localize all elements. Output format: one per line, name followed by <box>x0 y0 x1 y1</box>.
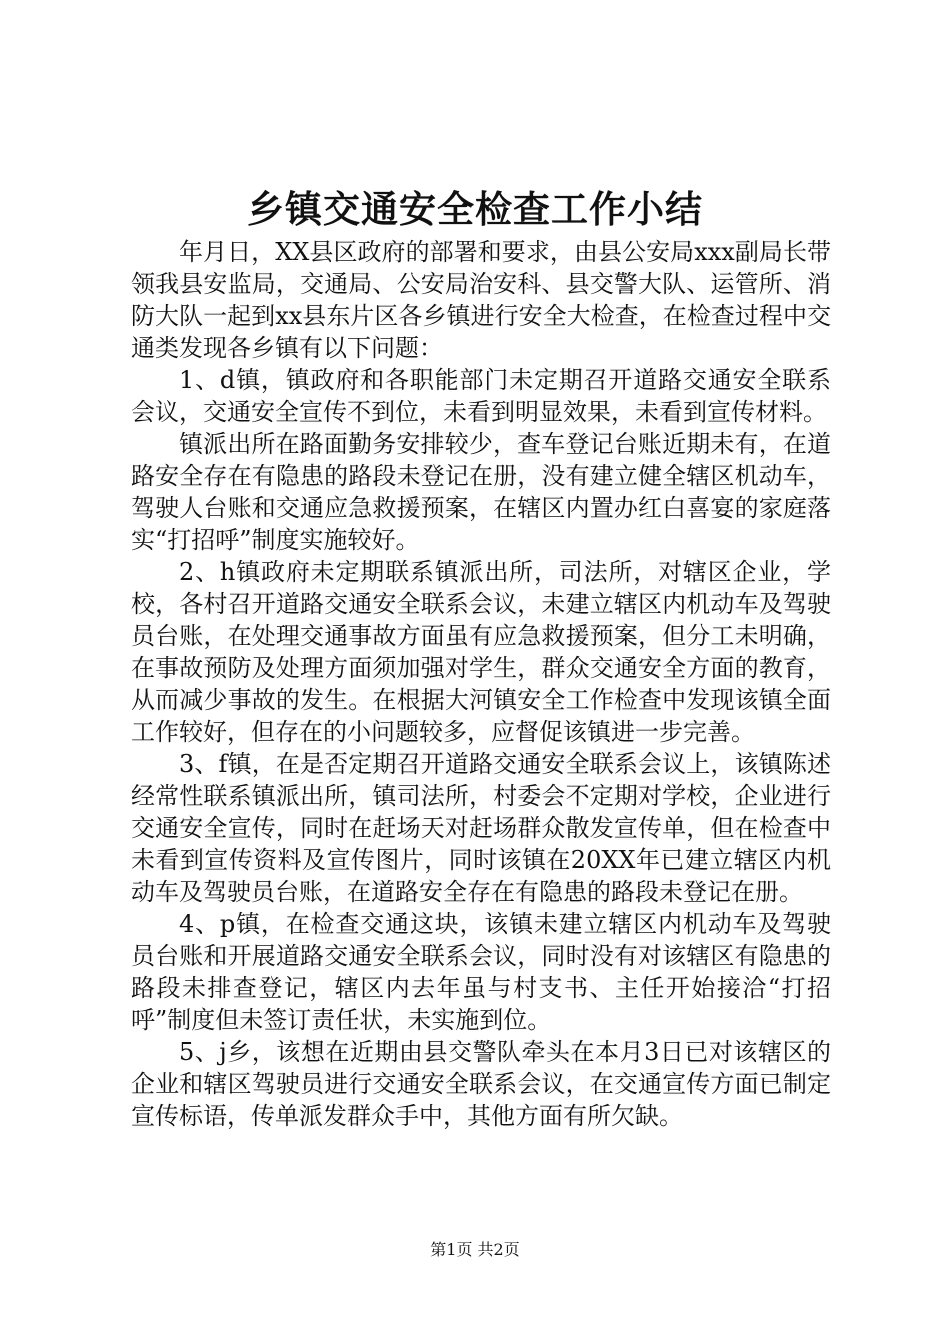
document-title: 乡镇交通安全检查工作小结 <box>247 187 703 231</box>
page-number-footer: 第1页 共2页 <box>430 1240 520 1259</box>
paragraph-item-1: 1、d镇，镇政府和各职能部门未定期召开道路交通安全联系会议，交通安全宣传不到位，未看到明显效果，未看到宣传材料。 <box>131 366 831 426</box>
paragraph-item-2: 2、h镇政府未定期联系镇派出所，司法所，对辖区企业，学校，各村召开道路交通安全联系会议，未建立辖区内机动车及驾驶员台账，在处理交通事故方面虽有应急救援预案，但分工未明确，在事故预防及处理方面须加强对学生，群众交通安全方面的教育，从而减少事故的发生。在根据大河镇安全工作检查中发现该镇全面工作较好，但存在的小问题较多，应督促该镇进一步完善。 <box>131 558 831 746</box>
document-body <box>131 236 831 1132</box>
paragraph-item-3: 3、f镇，在是否定期召开道路交通安全联系会议上，该镇陈述经常性联系镇派出所，镇司法所，村委会不定期对学校，企业进行交通安全宣传，同时在赶场天对赶场群众散发宣传单，但在检查中未看到宣传资料及宣传图片，同时该镇在20XX年已建立辖区内机动车及驾驶员台账，在道路安全存在有隐患的路段未登记在册。 <box>131 750 831 906</box>
paragraph-intro: 年月日，XX县区政府的部署和要求，由县公安局xxx副局长带领我县安监局，交通局、公安局治安科、县交警大队、运管所、消防大队一起到xx县东片区各乡镇进行安全大检查，在检查过程中交通类发现各乡镇有以下问题： <box>131 238 831 362</box>
paragraph-item-4: 4、p镇，在检查交通这块，该镇未建立辖区内机动车及驾驶员台账和开展道路交通安全联系会议，同时没有对该辖区有隐患的路段未排查登记，辖区内去年虽与村支书、主任开始接洽“打招呼”制度但未签订责任状，未实施到位。 <box>131 910 831 1034</box>
paragraph-item-5: 5、j乡，该想在近期由县交警队牵头在本月3日已对该辖区的企业和辖区驾驶员进行交通安全联系会议，在交通宣传方面已制定宣传标语，传单派发群众手中，其他方面有所欠缺。 <box>131 1038 831 1130</box>
paragraph-police-station: 镇派出所在路面勤务安排较少，查车登记台账近期未有，在道路安全存在有隐患的路段未登记在册，没有建立健全辖区机动车，驾驶人台账和交通应急救援预案，在辖区内置办红白喜宴的家庭落实“打招呼”制度实施较好。 <box>131 430 831 554</box>
